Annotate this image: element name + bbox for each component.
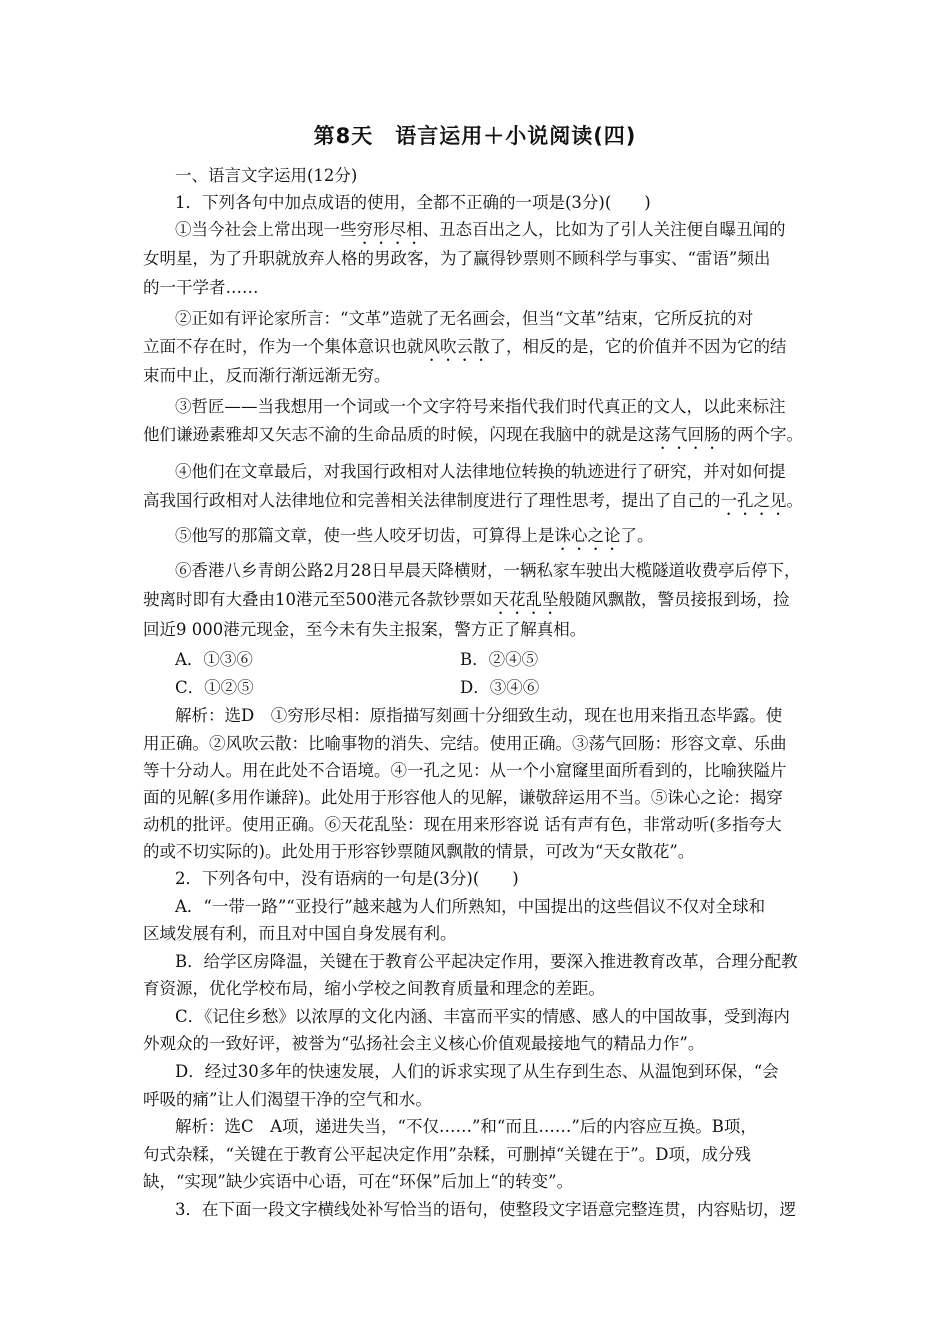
option-c: C．①②⑤ xyxy=(175,678,254,697)
sentence-1-line-3: 的一干学者…… xyxy=(143,278,259,297)
analysis-1-line-4: 面的见解(多用作谦辞)。此处用于形容他人的见解，谦敬辞运用不当。⑤诛心之论：揭穿 xyxy=(143,788,783,807)
option-d: D．③④⑥ xyxy=(460,678,540,697)
analysis-2-line-1: 解析：选C A项，递进失当，“不仅……”和“而且……”后的内容应互换。B项， xyxy=(175,1117,757,1136)
analysis-1-line-5: 动机的批评。使用正确。⑥天花乱坠：现在用来形容说 话有声有色，非常动听(多指夸大 xyxy=(143,815,782,834)
question-2-stem: 2．下列各句中，没有语病的一句是(3分)( ) xyxy=(175,869,519,888)
sentence-5: ⑤他写的那篇文章，使一些人咬牙切齿，可算得上是诛心之论了。 xyxy=(175,526,654,545)
sentence-4-line-1: ④他们在文章最后，对我国行政相对人法律地位转换的轨迹进行了研究，并对如何提 xyxy=(175,462,786,481)
sentence-6-line-3: 回近9 000港元现金，至今未有失主报案，警方正了解真相。 xyxy=(143,620,587,639)
option-b: B．②④⑤ xyxy=(460,650,539,669)
q2-option-d-line-2: 呼吸的痛”让人们渴望干净的空气和水。 xyxy=(143,1090,432,1109)
q2-option-c-line-1: C．《记住乡愁》以浓厚的文化内涵、丰富而平实的情感、感人的中国故事，受到海内 xyxy=(175,1007,790,1026)
sentence-2-line-2: 立面不存在时，作为一个集体意识也就风吹云散了，相反的是，它的价值并不因为它的结 xyxy=(143,337,787,356)
sentence-1-line-1: ①当今社会上常出现一些穷形尽相、丑态百出之人，比如为了引人关注便自曝丑闻的 xyxy=(175,220,786,239)
q2-option-a-line-2: 区域发展有利，而且对中国自身发展有利。 xyxy=(143,924,457,943)
q2-option-b-line-1: B．给学区房降温，关键在于教育公平起决定作用，要深入推进教育改革，合理分配教 xyxy=(175,952,798,971)
analysis-1-line-2: 用正确。②风吹云散：比喻事物的消失、完结。使用正确。③荡气回肠：形容文章、乐曲 xyxy=(143,734,787,753)
question-3-stem: 3．在下面一段文字横线处补写恰当的语句，使整段文字语意完整连贯，内容贴切，逻 xyxy=(175,1200,796,1219)
q2-option-a-line-1: A．“一带一路”“亚投行”越来越为人们所熟知，中国提出的这些倡议不仅对全球和 xyxy=(175,897,766,916)
sentence-2-line-3: 束而中止，反而渐行渐远渐无穷。 xyxy=(143,366,391,385)
analysis-2-line-2: 句式杂糅，“关键在于教育公平起决定作用”杂糅，可删掉“关键在于”。D项，成分残 xyxy=(143,1145,751,1164)
sentence-2-line-1: ②正如有评论家所言：“文革”造就了无名画会，但当“文革”结束，它所反抗的对 xyxy=(175,309,754,328)
analysis-2-line-3: 缺，“实现”缺少宾语中心语，可在“环保”后加上“的转变”。 xyxy=(143,1172,574,1191)
q2-option-b-line-2: 育资源，优化学校布局，缩小学校之间教育质量和理念的差距。 xyxy=(143,979,605,998)
sentence-3-line-1: ③哲匠——当我想用一个词或一个文字符号来指代我们时代真正的文人，以此来标注 xyxy=(175,397,786,416)
page-title: 第8天 语言运用＋小说阅读(四) xyxy=(313,124,637,148)
sentence-1-line-2: 女明星，为了升职就放弃人格的男政客，为了赢得钞票则不顾科学与事实、“雷语”频出 xyxy=(143,249,771,268)
option-a: A．①③⑥ xyxy=(175,650,253,669)
sentence-4-line-2: 高我国行政相对人法律地位和完善相关法律制度进行了理性思考，提出了自己的一孔之见。 xyxy=(143,491,803,510)
q2-option-d-line-1: D．经过30多年的快速发展，人们的诉求实现了从生存到生态、从温饱到环保，“会 xyxy=(175,1062,779,1081)
sentence-6-line-1: ⑥香港八乡青朗公路2月28日早晨天降横财，一辆私家车驶出大榄隧道收费亭后停下， xyxy=(175,561,801,580)
question-1-stem: 1．下列各句中加点成语的使用，全都不正确的一项是(3分)( ) xyxy=(175,193,651,212)
q2-option-c-line-2: 外观众的一致好评，被誉为“弘扬社会主义核心价值观最接地气的精品力作”。 xyxy=(143,1034,705,1053)
analysis-1-line-3: 等十分动人。用在此处不合语境。④一孔之见：从一个小窟窿里面所看到的，比喻狭隘片 xyxy=(143,761,787,780)
sentence-6-line-2: 驶离时即有大叠由10港元至500港元各款钞票如天花乱坠般随风飘散，警员接报到场，捡 xyxy=(143,590,790,609)
analysis-1-line-6: 的或不切实际的)。此处用于形容钞票随风飘散的情景，可改为“天女散花”。 xyxy=(143,842,695,861)
analysis-1-line-1: 解析：选D ①穷形尽相：原指描写刻画十分细致生动，现在也用来指丑态毕露。使 xyxy=(175,706,783,725)
section-heading: 一、语言文字运用(12分) xyxy=(175,166,358,185)
sentence-3-line-2: 他们谦逊素雅却又矢志不渝的生命品质的时候，闪现在我脑中的就是这荡气回肠的两个字。 xyxy=(143,425,803,444)
